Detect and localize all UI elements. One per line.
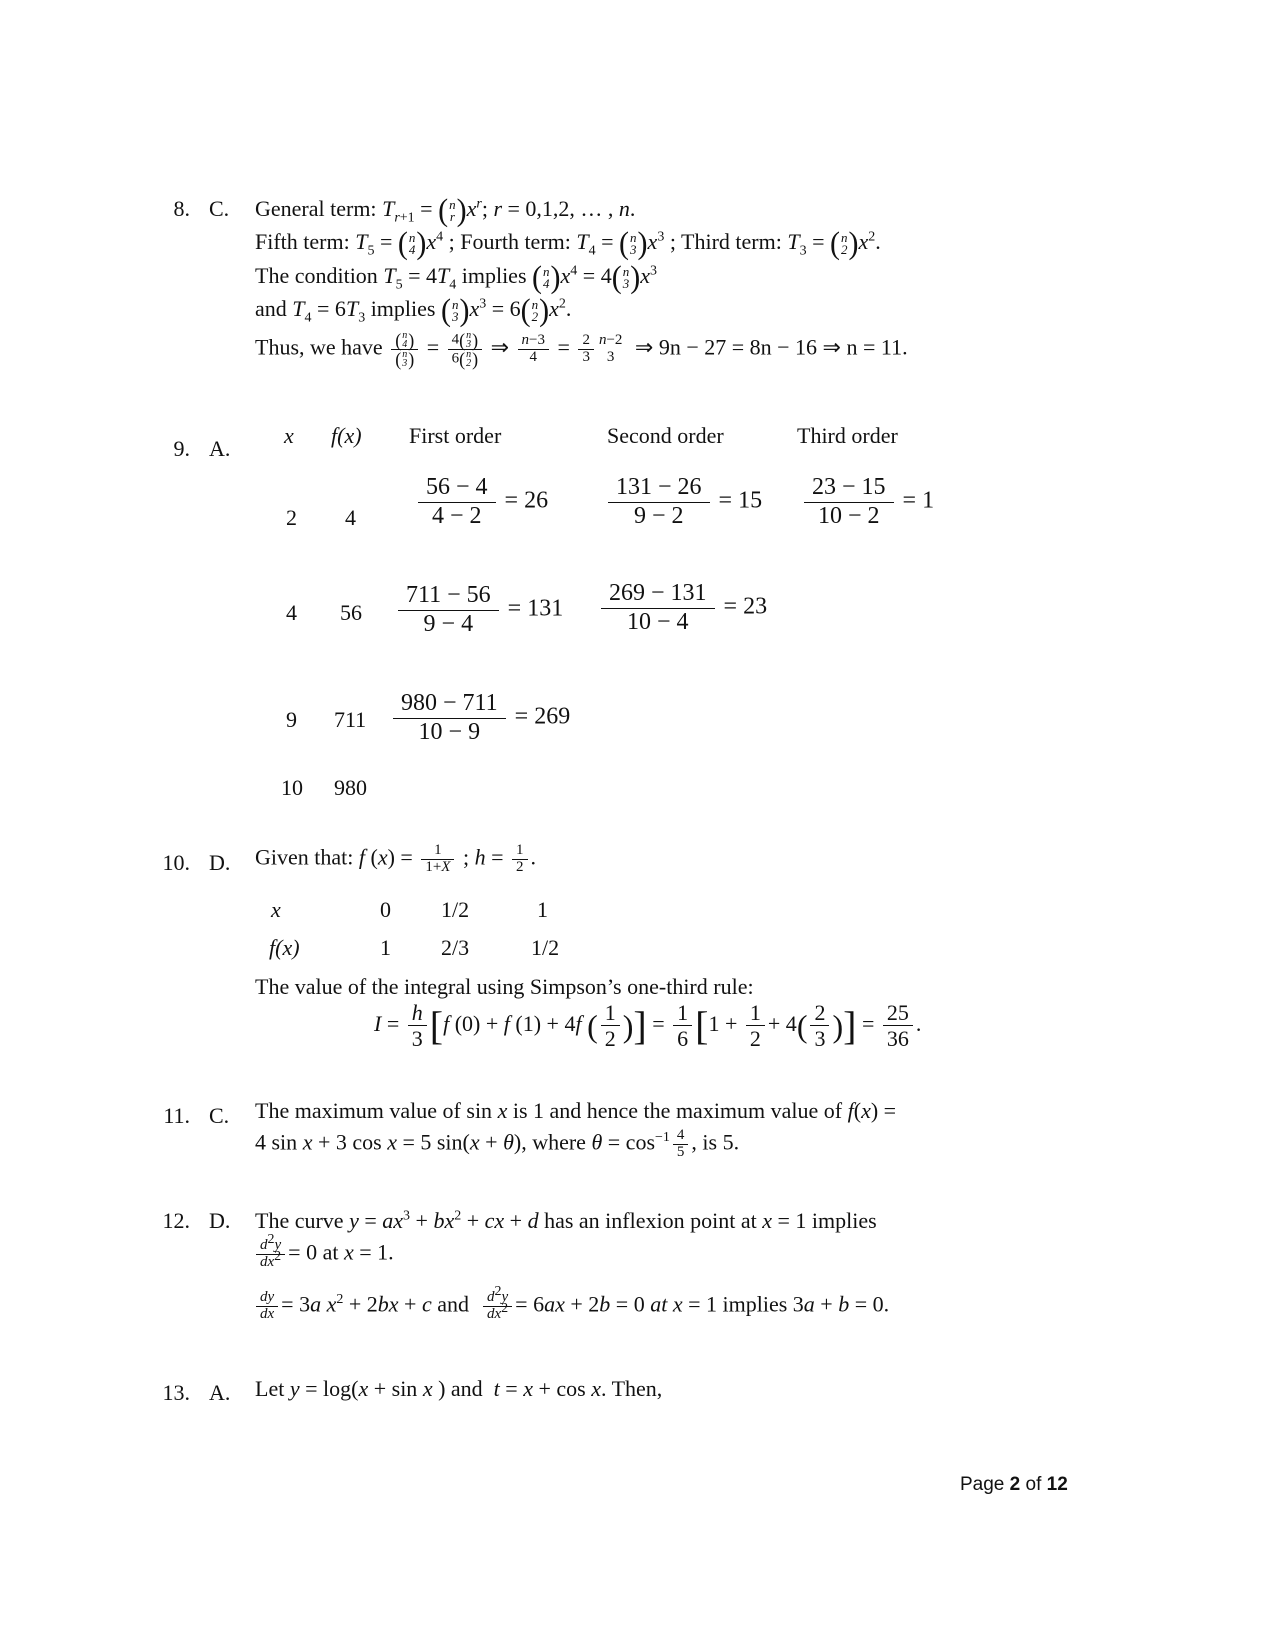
q13-number: 13. — [162, 1380, 190, 1405]
q11-text: The maximum value of sin — [255, 1098, 493, 1123]
q8-line4: and $T_4 = 6T_3$ implies ( n 3 ) $x^3 = 6$ ( n 2 ) $x^2$. — [255, 293, 572, 328]
q11-text-b: is 1 and hence the maximum value of — [512, 1098, 843, 1123]
q13-then-label: . Then, — [600, 1376, 663, 1401]
q10-result-numerator: 25 — [886, 1000, 909, 1025]
q10-x-value: 0 — [380, 897, 391, 922]
q12-answer: D. — [209, 1208, 231, 1233]
footer-page-label: Page — [960, 1474, 1005, 1495]
q13-let-label: Let — [255, 1376, 285, 1401]
fraction-numerator: 56 − 4 — [426, 474, 488, 500]
q11-end: , is 5. — [691, 1129, 740, 1155]
q13-answer: A. — [209, 1380, 231, 1405]
q8-condition-label: The condition — [255, 263, 378, 289]
fraction-denominator: 9 − 4 — [423, 610, 474, 637]
q12-and-label: and — [437, 1291, 469, 1317]
q9-first-order-3 — [390, 690, 570, 746]
q10-given-line: Given that: f (x) = $\frac{1}{1+X}$ ; h = $\frac{1}{2}$ . — [255, 842, 537, 875]
q9-header-x: x — [284, 423, 294, 448]
q8-fourth-label: ; Fourth term: — [448, 229, 571, 255]
fraction-result: = 131 — [507, 595, 564, 622]
fraction-denominator: 9 − 2 — [634, 502, 684, 529]
q12-line1: The curve $y = ax^3 + bx^2$ + cx + d has an inflexion point at x = 1 implies — [255, 1208, 877, 1233]
q8-line1: General term: $T_{r+1}$ = ( n r ) $x^r$; r = 0,1,2, … , n. — [255, 193, 636, 228]
q9-row-fx: 980 — [334, 775, 367, 800]
q8-result: ⇒ 9n − 27 = 8n − 16 ⇒ n = 11. — [634, 334, 908, 360]
q8-implies-label-2: implies — [370, 296, 436, 322]
q10-result-denominator: 36 — [886, 1026, 909, 1052]
q10-number: 10. — [162, 850, 190, 875]
q12-curve-label: The curve — [255, 1208, 344, 1233]
footer-total-pages: 12 — [1046, 1474, 1068, 1495]
q9-first-order-1 — [415, 474, 548, 530]
fraction-result: = 23 — [723, 593, 768, 620]
q9-second-order-2 — [598, 580, 767, 636]
q11-line2: 4 sin x + 3 cos x = 5 sin(x + θ), where $\theta = \cos^{-1}$ $\frac{4}{5}$ , is 5. — [255, 1127, 740, 1160]
fraction-numerator: 131 − 26 — [616, 474, 702, 500]
fraction-denominator: 10 − 4 — [627, 608, 689, 635]
fraction-denominator: 10 − 2 — [818, 502, 880, 529]
q11-number: 11. — [163, 1103, 190, 1128]
fraction-denominator: 10 − 9 — [418, 718, 481, 745]
q8-third-label: ; Third term: — [669, 229, 782, 255]
q9-row-x: 10 — [281, 775, 303, 800]
q8-implies-label: implies — [461, 263, 527, 289]
fraction-result: = 15 — [718, 487, 763, 514]
q8-line3: The condition $T_5 = 4T_4$ implies ( n 4 ) $x^4 = 4$ ( n 3 ) $x^3$ — [255, 260, 657, 295]
q12-line2: $\frac{d^2y}{dx^2}$ = 0 at x = 1. — [253, 1238, 394, 1271]
q8-and-label: and — [255, 296, 287, 322]
fraction-denominator: 4 − 2 — [432, 502, 482, 529]
q8-line2: Fifth term: $T_5$ = ( n 4 ) $x^4$ ; Fourth term: $T_4$ = ( n 3 ) $x^3$ ; Third term: $T_3$ = ( n 2 ) $x^2$. — [255, 226, 881, 261]
fraction-result: = 26 — [504, 487, 549, 514]
q9-third-order-1 — [801, 474, 934, 530]
q11-answer: C. — [209, 1103, 230, 1128]
q10-integral-formula: I = $\frac{h}{3}$ [f (0) + f (1) + 4f ( $\frac{1}{2}$ )] = $\frac{1}{6}$ [1 + $\frac{1}{2}$ + 4( $\frac{2}{3}$ )] = $\frac{25}{36}$ . — [374, 1000, 922, 1052]
fraction-numerator: 23 − 15 — [812, 474, 886, 500]
fraction-numerator: 269 − 131 — [609, 580, 707, 606]
q10-fx-value: 1/2 — [531, 935, 560, 960]
q10-table-fx-label: f(x) — [269, 935, 300, 960]
q11-line1: The maximum value of sin x is 1 and hence the maximum value of f(x) = — [255, 1098, 897, 1123]
q8-answer: C. — [209, 196, 230, 221]
q8-fifth-label: Fifth term: — [255, 229, 350, 255]
fraction-result: = 1 — [902, 487, 935, 514]
q9-row-fx: 4 — [345, 505, 356, 530]
q13-and-label: and — [450, 1376, 483, 1401]
q8-number: 8. — [173, 196, 190, 221]
q10-x-value: 1/2 — [441, 897, 470, 922]
q9-row-x: 9 — [286, 707, 297, 732]
fraction-numerator: 711 − 56 — [406, 582, 491, 608]
q8-line5: Thus, we have ( n 4 ) ( n 3 ) = 4 ( n 3 ) 6 ( n 2 ) ⇒ $\frac{n-3}{4}$ = $\frac{2}{3}$ n−2 3 ⇒ 9n − 27 = 8n − 16 ⇒ n = 11. — [255, 329, 908, 370]
q9-number: 9. — [173, 436, 190, 461]
q9-header-first: First order — [409, 423, 502, 448]
q9-row-fx: 711 — [334, 707, 367, 732]
q12-number: 12. — [162, 1208, 190, 1233]
q12-inflexion-label: has an inflexion point at — [544, 1208, 757, 1233]
q8-line1-label: General term: — [255, 196, 377, 222]
page-footer — [960, 1474, 1068, 1496]
q9-row-fx: 56 — [340, 600, 362, 625]
q9-row-x: 2 — [286, 505, 297, 530]
q12-implies-label-2: implies — [722, 1291, 788, 1317]
q9-second-order-1 — [605, 474, 762, 530]
q9-first-order-2 — [395, 582, 563, 638]
fraction-numerator: 980 − 711 — [401, 690, 498, 716]
q9-answer: A. — [209, 436, 231, 461]
q10-fx-value: 2/3 — [441, 935, 470, 960]
q11-where: , where — [521, 1129, 586, 1155]
q10-table-x-label: x — [271, 897, 281, 922]
q10-fx-value: 1 — [380, 935, 391, 960]
q10-given-label: Given that: — [255, 844, 354, 870]
q10-simpson-text: The value of the integral using Simpson’s one-third rule: — [255, 974, 754, 999]
q8-thus-label: Thus, we have — [255, 334, 383, 360]
q9-header-second: Second order — [607, 423, 724, 448]
q12-implies-label: implies — [811, 1208, 877, 1233]
fraction-result: = 269 — [514, 703, 571, 730]
q13-line1: Let y = log(x + sin x ) and t = x + cos x. Then, — [255, 1376, 663, 1401]
q9-row-x: 4 — [286, 600, 297, 625]
q10-answer: D. — [209, 850, 231, 875]
footer-page-number: 2 — [1009, 1474, 1021, 1495]
footer-of-label: of — [1025, 1474, 1042, 1495]
q12-at-label: at — [322, 1239, 339, 1265]
q10-x-value: 1 — [537, 897, 548, 922]
q12-line3: $\frac{dy}{dx}$ = 3a $x^2 + 2bx + c$ and $\frac{d^2y}{dx^2}$ = 6ax + 2b = 0 at x = 1 implies 3a + b = 0. — [253, 1290, 889, 1323]
q9-header-third: Third order — [797, 423, 898, 448]
q9-header-fx: f(x) — [331, 423, 362, 448]
